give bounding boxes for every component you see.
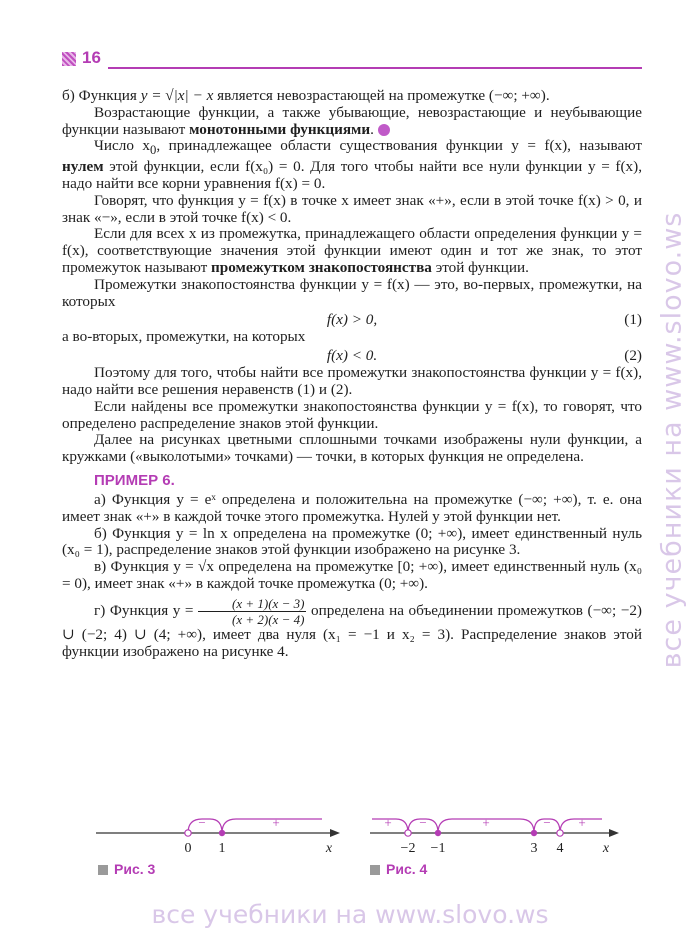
side-watermark: все учебники на www.slovo.ws	[656, 211, 688, 669]
open-point	[557, 830, 563, 836]
figure-3-caption: Рис. 3	[98, 861, 155, 877]
example-d: г) Функция y = $\frac{(x + 1)(x - 3)}{(x + 2)(x - 4)}$ определена на объединении промежутков (−∞; −2) ∪ (−2; 4) ∪ (4; +∞), имеет два нуля (x₁ = −1 и x₂ = 3). Распределение знаков этой функции изображено на рисунке 4.	[62, 595, 642, 660]
open-point	[185, 830, 191, 836]
sign-label: +	[578, 815, 586, 830]
sign-label: −	[543, 815, 551, 830]
figure-3	[92, 810, 342, 860]
paragraph-2: Возрастающие функции, а также убывающие, невозрастающие и неубывающие функции называют монотонными функциями.	[62, 103, 642, 138]
zero-point	[435, 830, 441, 836]
axis-arrow-icon	[609, 829, 619, 837]
sign-label: −	[419, 815, 427, 830]
zero-point	[531, 830, 537, 836]
sign-label: −	[198, 815, 206, 830]
axis-arrow-icon	[330, 829, 340, 837]
open-point	[405, 830, 411, 836]
example-a: а) Функция y = eˣ определена и положительна на промежутке (−∞; +∞), т. е. она имеет знак «+» в каждой точке этого промежутка. Нулей у этой функции нет.	[62, 490, 642, 525]
paragraph-10: Далее на рисунках цветными сплошными точками изображены нули функции, а кружками («выколотыми» точками) — точки, в которых функция не определена.	[62, 431, 642, 466]
header-rule	[108, 67, 642, 69]
paragraph-9: Если найдены все промежутки знакопостоянства функции y = f(x), то говорят, что определено распределение знаков этой функции.	[62, 397, 642, 432]
sign-label: +	[272, 815, 280, 830]
caption-square-icon	[98, 865, 108, 875]
axis-label: x	[325, 841, 333, 856]
bottom-watermark: все учебники на www.slovo.ws	[151, 900, 549, 929]
paragraph-5: Если для всех x из промежутка, принадлежащего области определения функции y = f(x), соответствующие значения этой функции имеют один и тот же знак, то этот промежуток называют промежутком знакопостоянства этой функции.	[62, 225, 642, 276]
paragraph-7: а во-вторых, промежутки, на которых	[62, 328, 306, 346]
equation-2: f(x) < 0. (2)	[326, 347, 642, 365]
example-c: в) Функция y = √x определена на промежутке [0; +∞), имеет единственный нуль (x₀ = 0), имеет знак «+» в каждой точке промежутка (0; +∞).	[62, 558, 642, 592]
bullet-circle-icon	[378, 124, 390, 136]
tick-label: 3	[530, 841, 538, 856]
tick-label: −1	[430, 841, 446, 856]
tick-label: 1	[218, 841, 226, 856]
header-square-icon	[62, 52, 76, 66]
figure-4	[366, 810, 621, 860]
fraction: $\frac{(x + 1)(x - 3)}{(x + 2)(x - 4)}$	[198, 596, 306, 627]
example-b: б) Функция y = ln x определена на промежутке (0; +∞), имеет единственный нуль (x₀ = 1), распределение знаков этой функции изображено на рисунке 3.	[62, 524, 642, 559]
zero-point	[219, 830, 225, 836]
equation-1: f(x) > 0, (1)	[326, 311, 642, 329]
sign-label: +	[384, 815, 392, 830]
axis-label: x	[602, 841, 610, 856]
paragraph-6: Промежутки знакопостоянства функции y = f(x) — это, во-первых, промежутки, на которых	[62, 275, 642, 310]
page-number: 16	[82, 48, 101, 67]
page-header	[62, 48, 642, 70]
tick-label: 4	[556, 841, 564, 856]
paragraph-3: Число $x_0$, принадлежащее области существования функции y = f(x), называют нулем этой функции, если f(x₀) = 0. Для того чтобы найти все нули функции y = f(x), надо найти все корни уравнения f(x) = 0.	[62, 137, 642, 193]
sign-label: +	[482, 815, 490, 830]
paragraph-4: Говорят, что функция y = f(x) в точке x имеет знак «+», если в этой точке f(x) > 0, и знак «−», если в этой точке f(x) < 0.	[62, 191, 642, 226]
figure-4-caption: Рис. 4	[370, 861, 427, 877]
tick-label: 0	[184, 841, 192, 856]
example-heading: ПРИМЕР 6.	[94, 471, 175, 489]
paragraph-1: б) Функция y = √|x| − x является невозрастающей на промежутке (−∞; +∞).	[62, 87, 550, 104]
page-body	[62, 88, 642, 660]
caption-square-icon	[370, 865, 380, 875]
paragraph-8: Поэтому для того, чтобы найти все промежутки знакопостоянства функции y = f(x), надо найти все решения неравенств (1) и (2).	[62, 364, 642, 398]
tick-label: −2	[400, 841, 416, 856]
